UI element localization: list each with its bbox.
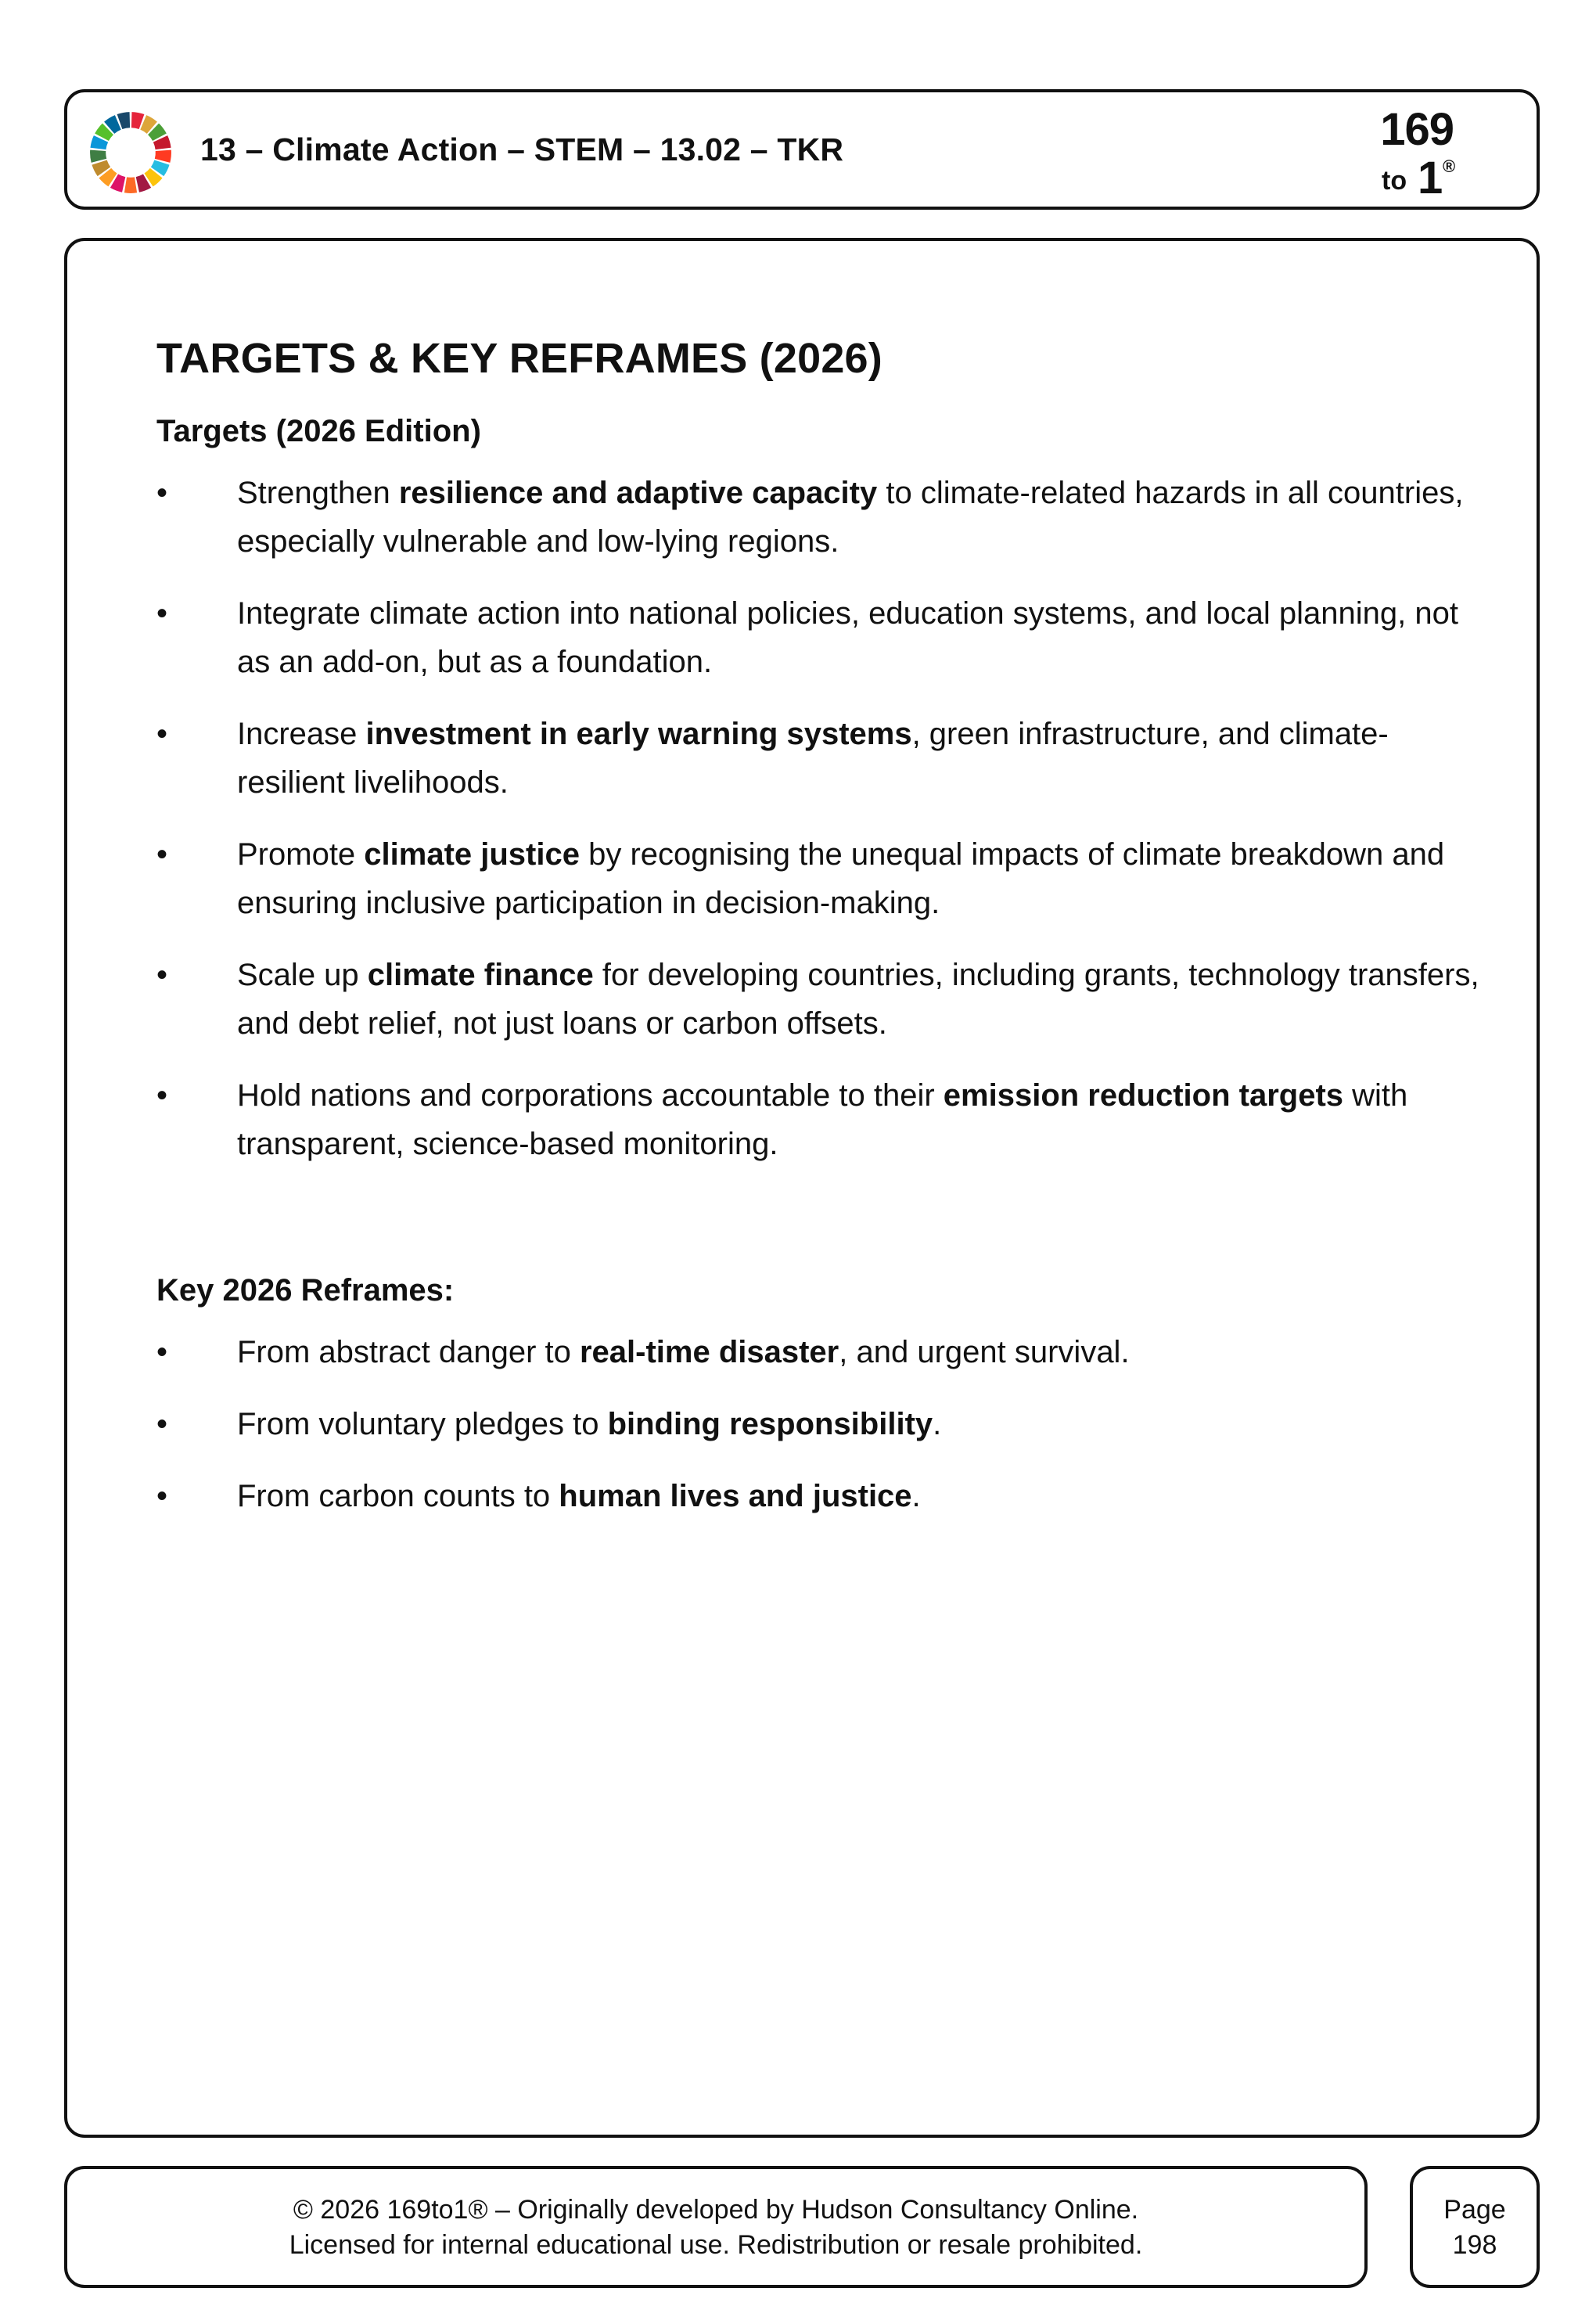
bold-phrase: investment in early warning systems (365, 716, 912, 751)
text-segment: , and urgent survival. (839, 1334, 1130, 1369)
text-segment: Scale up (237, 957, 368, 992)
text-segment: , green infrastructure, and climate-resilient livelihoods. (237, 716, 1389, 800)
page-header (64, 89, 1540, 210)
brand-to: to (1382, 166, 1407, 196)
sdg-wheel-segment (155, 150, 171, 163)
brand-logo (1368, 100, 1477, 205)
text-segment: with transparent, science-based monitoring. (237, 1077, 1408, 1161)
list-item (156, 1071, 1486, 1168)
text-segment: for developing countries, including grants, technology transfers, and debt relief, not just loans or carbon offsets. (237, 957, 1479, 1041)
bold-phrase: real-time disaster (579, 1334, 839, 1369)
page-label: Page (1443, 2195, 1506, 2225)
text-segment: Integrate climate action into national policies, education systems, and local planning, not as an add-on, but as a foundation. (237, 595, 1458, 679)
bullet-icon: • (156, 1077, 168, 1113)
brand-registered-mark: ® (1443, 156, 1456, 176)
page-number: 198 (1452, 2230, 1497, 2260)
bullet-icon: • (156, 1334, 168, 1369)
bold-phrase: emission reduction targets (943, 1077, 1344, 1113)
bullet-icon: • (156, 475, 168, 510)
text-segment: Hold nations and corporations accountable to their (237, 1077, 944, 1113)
list-item (156, 589, 1486, 686)
text-segment: to climate-related hazards in all countries, especially vulnerable and low-lying regions. (237, 475, 1464, 559)
bullet-icon: • (156, 836, 168, 872)
bullet-icon: • (156, 1406, 168, 1441)
bold-phrase: resilience and adaptive capacity (398, 475, 878, 510)
list-item (156, 1472, 1486, 1520)
header-title: 13 – Climate Action – STEM – 13.02 – TKR (200, 131, 844, 167)
bullet-icon: • (156, 716, 168, 751)
copyright-line: © 2026 169to1® – Originally developed by Hudson Consultancy Online. (293, 2195, 1139, 2225)
targets-list (156, 469, 1486, 1168)
copyright-footer (64, 2166, 1368, 2288)
content-body (156, 333, 1486, 1544)
reframes-list (156, 1328, 1486, 1520)
sdg-wheel-segment (124, 177, 137, 193)
bullet-icon: • (156, 1478, 168, 1513)
page-title: TARGETS & KEY REFRAMES (2026) (156, 335, 882, 382)
bold-phrase: human lives and justice (559, 1478, 912, 1513)
text-segment: . (911, 1478, 921, 1513)
list-item (156, 830, 1486, 927)
bold-phrase: binding responsibility (607, 1406, 933, 1441)
text-segment: Increase (237, 716, 366, 751)
reframes-heading: Key 2026 Reframes: (156, 1272, 455, 1308)
page-number-box (1410, 2166, 1540, 2288)
text-segment: by recognising the unequal impacts of climate breakdown and ensuring inclusive participation in decision-making. (237, 836, 1445, 920)
brand-number: 169 (1380, 104, 1454, 155)
bullet-icon: • (156, 595, 168, 631)
list-item (156, 951, 1486, 1048)
list-item (156, 710, 1486, 807)
targets-heading: Targets (2026 Edition) (156, 413, 481, 448)
list-item (156, 1328, 1486, 1376)
bold-phrase: climate justice (364, 836, 580, 872)
bold-phrase: climate finance (367, 957, 594, 992)
text-segment: Strengthen (237, 475, 399, 510)
list-item (156, 469, 1486, 566)
list-item (156, 1400, 1486, 1448)
text-segment: Promote (237, 836, 365, 872)
content-panel (64, 238, 1540, 2138)
bullet-icon: • (156, 957, 168, 992)
text-segment: From carbon counts to (237, 1478, 559, 1513)
text-segment: From voluntary pledges to (237, 1406, 608, 1441)
sdg-wheel-icon (89, 111, 172, 194)
brand-one: 1 (1418, 153, 1443, 203)
text-segment: From abstract danger to (237, 1334, 580, 1369)
license-line: Licensed for internal educational use. Redistribution or resale prohibited. (289, 2230, 1143, 2260)
text-segment: . (933, 1406, 942, 1441)
sdg-wheel-segment (90, 150, 106, 163)
